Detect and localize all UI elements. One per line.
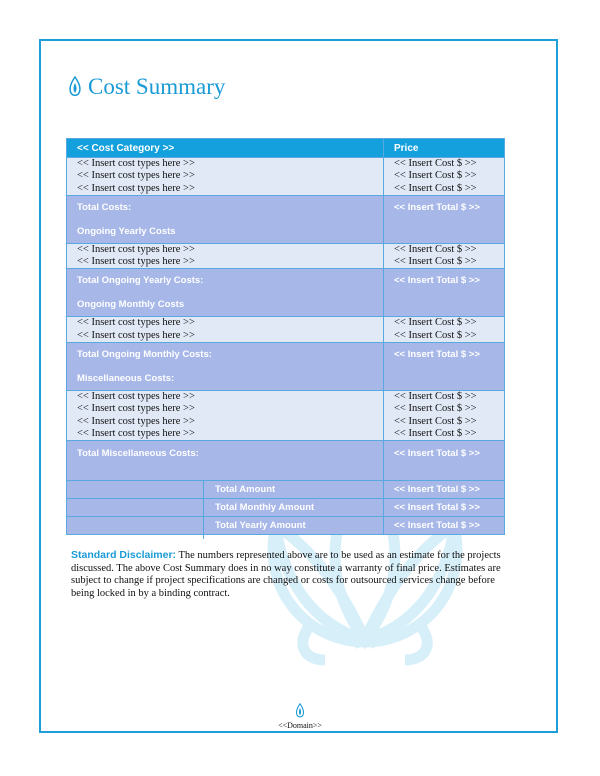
total-ongoing-monthly-label: Total Ongoing Monthly Costs: bbox=[77, 349, 212, 361]
table-row bbox=[67, 499, 505, 517]
total-ongoing-yearly-label: Total Ongoing Yearly Costs: bbox=[77, 275, 204, 287]
cost-value-cell: << Insert Cost $ >> bbox=[394, 427, 477, 439]
cost-value-cell: << Insert Cost $ >> bbox=[394, 158, 477, 169]
table-row bbox=[67, 441, 505, 481]
total-costs-label: Total Costs: bbox=[77, 201, 132, 213]
table-row bbox=[67, 269, 505, 317]
page-title: Cost Summary bbox=[88, 74, 226, 99]
header-price: Price bbox=[384, 139, 505, 158]
summary-divider bbox=[203, 481, 204, 539]
cost-value-cell: << Insert Cost $ >> bbox=[394, 256, 477, 268]
cost-value-cell: << Insert Cost $ >> bbox=[394, 391, 477, 403]
table-row bbox=[67, 317, 505, 343]
disclaimer bbox=[71, 549, 511, 600]
table-row bbox=[67, 391, 505, 441]
total-value-cell: << Insert Total $ >> bbox=[384, 481, 505, 499]
cost-type-cell: << Insert cost types here >> bbox=[77, 329, 195, 341]
table-row bbox=[67, 195, 505, 243]
table-row bbox=[67, 481, 505, 499]
total-value-cell: << Insert Total $ >> bbox=[384, 441, 505, 481]
table-row bbox=[67, 158, 505, 196]
cost-value-cell: << Insert Cost $ >> bbox=[394, 182, 477, 194]
cost-type-cell: << Insert cost types here >> bbox=[77, 415, 195, 427]
cost-type-cell: << Insert cost types here >> bbox=[77, 427, 195, 439]
ongoing-monthly-heading: Ongoing Monthly Costs bbox=[77, 299, 185, 311]
total-monthly-label: Total Monthly Amount bbox=[67, 499, 384, 517]
total-yearly-label: Total Yearly Amount bbox=[67, 517, 384, 535]
cost-type-cell: << Insert cost types here >> bbox=[77, 403, 195, 415]
cost-value-cell: << Insert Cost $ >> bbox=[394, 243, 477, 255]
cost-value-cell: << Insert Cost $ >> bbox=[394, 329, 477, 341]
flame-drop-icon bbox=[295, 703, 305, 719]
table-row bbox=[67, 243, 505, 269]
disclaimer-text: The numbers represented above are to be used as an estimate for the projects discussed. The above Cost Summary does in no way constitute a warranty of final price. Estimates are subject to change if project specifications are changed or costs for outsourced services change before being locked in by a binding contract. bbox=[71, 550, 501, 599]
total-value-cell: << Insert Total $ >> bbox=[384, 195, 505, 243]
cost-value-cell: << Insert Cost $ >> bbox=[394, 403, 477, 415]
total-value-cell: << Insert Total $ >> bbox=[384, 343, 505, 391]
total-value-cell: << Insert Total $ >> bbox=[384, 517, 505, 535]
cost-table bbox=[66, 138, 505, 535]
cost-value-cell: << Insert Cost $ >> bbox=[394, 415, 477, 427]
table-row bbox=[67, 343, 505, 391]
cost-value-cell: << Insert Cost $ >> bbox=[394, 170, 477, 182]
cost-type-cell: << Insert cost types here >> bbox=[77, 170, 195, 182]
cost-type-cell: << Insert cost types here >> bbox=[77, 158, 195, 169]
table-row bbox=[67, 517, 505, 535]
misc-heading: Miscellaneous Costs: bbox=[77, 373, 175, 385]
cost-type-cell: << Insert cost types here >> bbox=[77, 317, 195, 329]
ongoing-yearly-heading: Ongoing Yearly Costs bbox=[77, 225, 176, 237]
total-amount-label: Total Amount bbox=[67, 481, 384, 499]
total-value-cell: << Insert Total $ >> bbox=[384, 499, 505, 517]
total-misc-label: Total Miscellaneous Costs: bbox=[67, 441, 384, 481]
title-block bbox=[68, 72, 225, 102]
cost-type-cell: << Insert cost types here >> bbox=[77, 256, 195, 268]
header-category: << Cost Category >> bbox=[67, 139, 384, 158]
cost-type-cell: << Insert cost types here >> bbox=[77, 391, 195, 403]
disclaimer-label: Standard Disclaimer: bbox=[71, 549, 177, 561]
footer-domain: <<Domain>> bbox=[278, 721, 322, 730]
cost-type-cell: << Insert cost types here >> bbox=[77, 182, 195, 194]
cost-value-cell: << Insert Cost $ >> bbox=[394, 317, 477, 329]
total-value-cell: << Insert Total $ >> bbox=[384, 269, 505, 317]
table-header-row bbox=[67, 139, 505, 158]
flame-drop-icon bbox=[68, 76, 82, 98]
cost-type-cell: << Insert cost types here >> bbox=[77, 243, 195, 255]
